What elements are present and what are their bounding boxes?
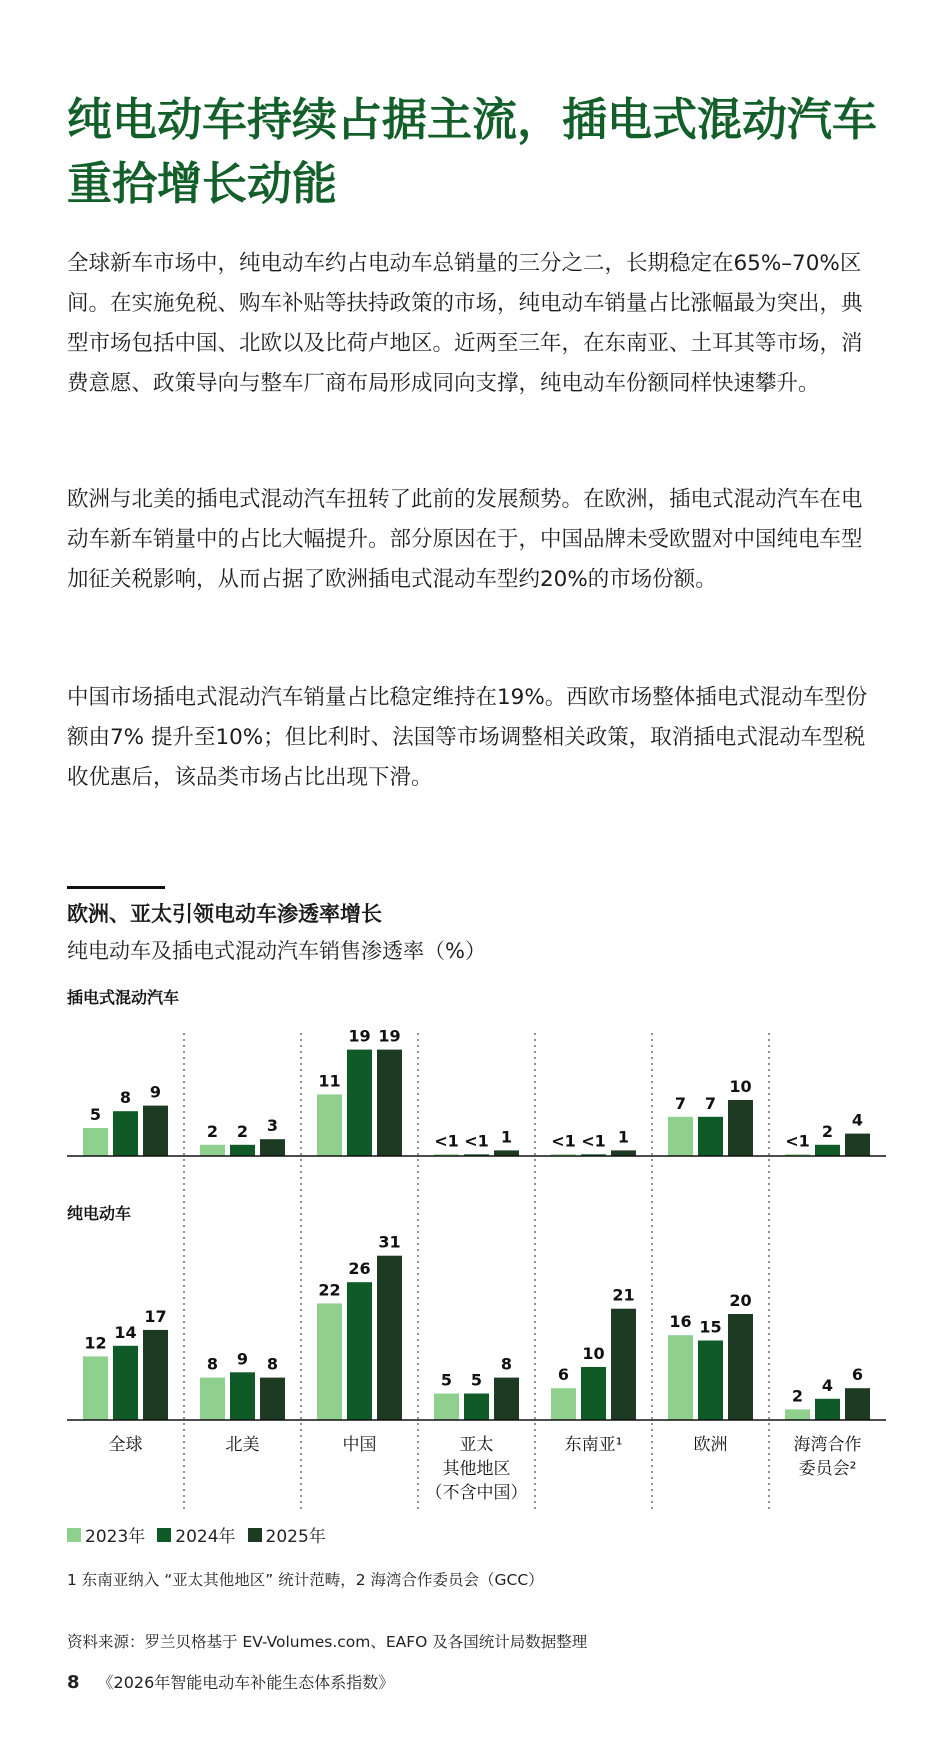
category-label-apac-other: 亚太其他地区（不含中国）: [425, 1435, 528, 1503]
bar-bev-global-2023: [83, 1356, 108, 1420]
bar-phev-europe-2025: [728, 1100, 753, 1156]
bar-bev-apac-other-2025: [494, 1378, 519, 1420]
value-label-phev-europe-2024: 7: [704, 1093, 717, 1113]
value-label-bev-north-america-2023: 8: [206, 1354, 219, 1374]
category-label-gcc: 海湾合作委员会²: [793, 1435, 862, 1479]
body-paragraph-1: 全球新车市场中，纯电动车约占电动车总销量的三分之二，长期稳定在65%–70%区间。在实施免税、购车补贴等扶持政策的市场，纯电动车销量占比涨幅最为突出，典型市场包括中国、北欧以及比荷卢地区。近两至三年，在东南亚、土耳其等市场，消费意愿、政策导向与整车厂商布局形成同向支撑，纯电动车份额同样快速攀升。: [67, 251, 863, 396]
value-label-phev-europe-2025: 10: [729, 1077, 752, 1096]
value-label-phev-china-2023: 11: [318, 1071, 341, 1091]
category-label-southeast-asia: 东南亚¹: [564, 1435, 623, 1455]
value-label-bev-global-2024: 14: [114, 1322, 137, 1342]
value-label-phev-north-america-2023: 2: [206, 1121, 219, 1141]
value-label-bev-apac-other-2023: 5: [440, 1370, 453, 1390]
value-label-phev-global-2025: 9: [149, 1082, 162, 1102]
value-label-phev-gcc-2023: <1: [785, 1131, 810, 1151]
value-label-phev-apac-other-2023: <1: [434, 1131, 459, 1151]
value-label-bev-southeast-asia-2023: 6: [557, 1365, 570, 1385]
legend-item-2025: [248, 1522, 326, 1547]
bar-phev-southeast-asia-2025: [611, 1150, 636, 1156]
category-label-global: 全球: [108, 1435, 143, 1455]
bar-phev-north-america-2024: [230, 1145, 255, 1156]
bar-phev-global-2025: [143, 1106, 168, 1156]
value-label-bev-europe-2025: 20: [729, 1291, 752, 1310]
legend-label-2023: 2023年: [85, 1527, 146, 1547]
bar-bev-apac-other-2023: [434, 1394, 459, 1421]
value-label-bev-gcc-2025: 6: [851, 1365, 864, 1385]
bar-phev-global-2023: [83, 1128, 108, 1156]
legend-label-2024: 2024年: [175, 1527, 236, 1547]
bar-phev-gcc-2025: [845, 1134, 870, 1156]
panel-label-bev: 纯电动车: [67, 1204, 132, 1223]
bar-bev-southeast-asia-2023: [551, 1388, 576, 1420]
bar-phev-apac-other-2025: [494, 1150, 519, 1156]
body-paragraph-2: 欧洲与北美的插电式混动汽车扭转了此前的发展颓势。在欧洲，插电式混动汽车在电动车新车销量中的占比大幅提升。部分原因在于，中国品牌未受欧盟对中国纯电车型加征关税影响，从而占据了欧洲插电式混动车型约20%的市场份额。: [67, 487, 863, 592]
bar-phev-china-2023: [317, 1094, 342, 1156]
value-label-phev-gcc-2025: 4: [851, 1110, 864, 1130]
bar-bev-europe-2023: [668, 1335, 693, 1420]
chart-legend: [67, 1522, 326, 1547]
value-label-phev-global-2023: 5: [89, 1105, 102, 1124]
value-label-phev-southeast-asia-2025: 1: [617, 1127, 630, 1147]
bar-bev-china-2023: [317, 1303, 342, 1420]
page-number: 8: [67, 1672, 80, 1693]
bar-bev-gcc-2023: [785, 1409, 810, 1420]
value-label-phev-north-america-2025: 3: [266, 1116, 279, 1136]
value-label-bev-apac-other-2024: 5: [470, 1370, 483, 1390]
bar-bev-southeast-asia-2024: [581, 1367, 606, 1420]
source-note: 资料来源：罗兰贝格基于 EV-Volumes.com、EAFO 及各国统计局数据整理: [67, 1633, 588, 1651]
bar-bev-gcc-2024: [815, 1399, 840, 1420]
document-title: 《2026年智能电动车补能生态体系指数》: [97, 1673, 395, 1692]
value-label-phev-apac-other-2024: <1: [464, 1131, 489, 1151]
value-label-bev-china-2025: 31: [378, 1232, 401, 1252]
legend-item-2024: [157, 1522, 235, 1547]
bar-bev-north-america-2023: [200, 1378, 225, 1420]
bar-phev-global-2024: [113, 1111, 138, 1156]
bar-bev-global-2025: [143, 1330, 168, 1420]
value-label-phev-china-2024: 19: [348, 1026, 371, 1046]
category-label-europe: 欧洲: [693, 1435, 728, 1455]
legend-swatch-2025: [248, 1528, 262, 1542]
value-label-phev-global-2024: 8: [119, 1088, 132, 1108]
value-label-bev-europe-2024: 15: [699, 1317, 722, 1337]
page-footer: [67, 1670, 394, 1693]
panel-label-phev: 插电式混动汽车: [67, 988, 180, 1007]
bar-bev-china-2024: [347, 1282, 372, 1420]
value-label-bev-china-2024: 26: [348, 1259, 371, 1279]
bar-bev-north-america-2024: [230, 1372, 255, 1420]
bar-phev-china-2025: [377, 1050, 402, 1156]
category-label-north-america: 北美: [225, 1435, 260, 1455]
bar-bev-southeast-asia-2025: [611, 1309, 636, 1420]
value-label-bev-europe-2023: 16: [669, 1312, 692, 1332]
value-label-bev-north-america-2024: 9: [236, 1349, 249, 1369]
value-label-phev-apac-other-2025: 1: [500, 1127, 513, 1147]
bar-phev-gcc-2024: [815, 1145, 840, 1156]
value-label-phev-europe-2023: 7: [674, 1093, 687, 1113]
value-label-bev-north-america-2025: 8: [266, 1354, 279, 1374]
category-label-china: 中国: [342, 1435, 377, 1455]
chart-footnote: 1 东南亚纳入 “亚太其他地区” 统计范畴，2 海湾合作委员会（GCC）: [67, 1571, 544, 1589]
value-label-bev-southeast-asia-2025: 21: [612, 1285, 635, 1305]
bar-bev-gcc-2025: [845, 1388, 870, 1420]
value-label-bev-gcc-2024: 4: [821, 1375, 834, 1395]
value-label-bev-gcc-2023: 2: [791, 1386, 804, 1406]
bar-phev-north-america-2025: [260, 1139, 285, 1156]
body-paragraph-3: 中国市场插电式混动汽车销量占比稳定维持在19%。西欧市场整体插电式混动车型份额由7% 提升至10%；但比利时、法国等市场调整相关政策，取消插电式混动车型税收优惠后，该品类市场占比出现下滑。: [67, 685, 868, 790]
chart-subtitle: 纯电动车及插电式混动汽车销售渗透率（%）: [67, 939, 486, 963]
value-label-phev-north-america-2024: 2: [236, 1121, 249, 1141]
bar-phev-north-america-2023: [200, 1145, 225, 1156]
legend-item-2023: [67, 1522, 145, 1547]
bar-bev-global-2024: [113, 1346, 138, 1420]
legend-swatch-2024: [157, 1528, 171, 1542]
legend-label-2025: 2025年: [265, 1527, 326, 1547]
chart-title: 欧洲、亚太引领电动车渗透率增长: [67, 902, 382, 926]
legend-swatch-2023: [67, 1528, 81, 1542]
bar-phev-china-2024: [347, 1050, 372, 1156]
value-label-phev-china-2025: 19: [378, 1026, 401, 1046]
value-label-bev-global-2025: 17: [144, 1306, 167, 1326]
value-label-bev-global-2023: 12: [84, 1333, 107, 1353]
bar-bev-north-america-2025: [260, 1378, 285, 1420]
bar-bev-china-2025: [377, 1256, 402, 1420]
value-label-bev-southeast-asia-2024: 10: [582, 1344, 605, 1363]
value-label-phev-southeast-asia-2023: <1: [551, 1131, 576, 1151]
value-label-bev-china-2023: 22: [318, 1280, 341, 1300]
value-label-bev-apac-other-2025: 8: [500, 1354, 513, 1374]
bar-bev-europe-2025: [728, 1314, 753, 1420]
value-label-phev-gcc-2024: 2: [821, 1121, 834, 1141]
bar-phev-europe-2023: [668, 1117, 693, 1156]
page-title: 纯电动车持续占据主流，插电式混动汽车重拾增长动能: [67, 93, 878, 210]
bar-bev-apac-other-2024: [464, 1394, 489, 1421]
bar-phev-europe-2024: [698, 1117, 723, 1156]
bar-bev-europe-2024: [698, 1341, 723, 1421]
value-label-phev-southeast-asia-2024: <1: [581, 1131, 606, 1151]
